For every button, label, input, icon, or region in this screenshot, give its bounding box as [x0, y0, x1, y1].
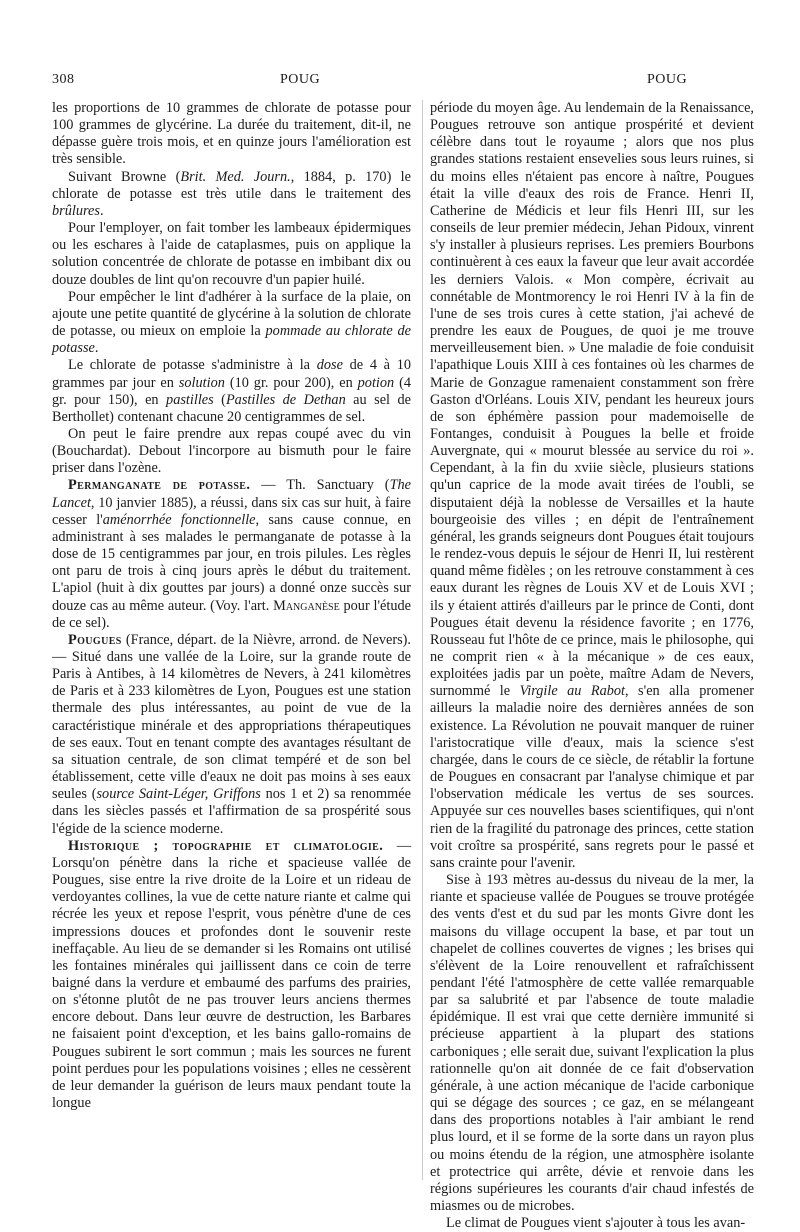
headword: Historique ; topographie et climatologie.: [68, 837, 384, 854]
small-caps-text: Manganèse: [273, 597, 340, 614]
italic-text: Brit. Med. Journ.: [180, 168, 291, 185]
paragraph: Le chlorate de potasse s'administre à la dose de 4 à 10 grammes par jour en solution (10 gr. pour 200), en potion (4 gr. pour 150), en pastilles (Pastilles de Dethan au sel de Berthollet) contenant chacune 20 centigrammes de sel.: [52, 357, 412, 425]
paragraph: Suivant Browne (Brit. Med. Journ., 1884, p. 170) le chlorate de potasse est très utile dans le traitement des brûlures.: [52, 168, 411, 219]
page-number: 308: [52, 72, 75, 87]
italic-text: Virgile au Rabot: [519, 683, 626, 700]
italic-text: Pastilles de Dethan: [225, 391, 346, 408]
italic-text: source Saint-Léger, Griffons: [96, 786, 261, 803]
column-divider: [422, 100, 423, 1180]
italic-text: pommade au chlorate de potasse: [52, 323, 411, 357]
italic-text: solution: [178, 374, 225, 391]
right-running-head: POUG: [647, 72, 688, 87]
paragraph: Le climat de Pougues vient s'ajouter à tous les avan-: [446, 1215, 746, 1232]
paragraph: Pour empêcher le lint d'adhérer à la surface de la plaie, on ajoute une petite quantité de glycérine à la solution de chlorate de potasse, ou mieux on emploie la pommade au chlorate de potasse.: [52, 288, 411, 357]
left-column: [52, 100, 411, 1112]
italic-text: potion: [357, 374, 395, 391]
paragraph: Pougues (France, départ. de la Nièvre, arrond. de Nevers). — Situé dans une vallée de la Loire, sur la grande route de Paris à Antibes, à 14 kilomètres de Nevers, à 241 kilomètres de Paris et à 233 kilomètres de Lyon, Pougues est une station thermale des plus intéressantes, au point de vue de la caractéristique minérale et des appropriations thérapeutiques de ses eaux. Tout en tenant compte des avantages résultant de sa situation centrale, de son climat tempéré et de son bel établissement, cette ville d'eaux ne doit pas moins à ses eaux seules (source Saint-Léger, Griffons nos 1 et 2) sa renommée dans les siècles passés et l'affirmation de sa prospérité sous l'égide de la science moderne.: [52, 631, 411, 837]
paragraph: Sise à 193 mètres au-dessus du niveau de la mer, la riante et spacieuse vallée de Pougues se trouve protégée des vents d'est et du sud par les monts Givre dont les maisons du village occupent la base, et par tout un chapelet de collines couvertes de vignes ; les brises qui s'élèvent de la Loire renouvellent et rafraîchissent pendant l'été l'atmosphère de cette vallée remarquable par sa salubrité et par l'absence de toute maladie épidémique. Il est vrai que cette dernière immunité si précieuse appartient à la plupart des stations carboniques ; elle serait due, suivant l'explication la plus rationnelle qu'on ait donnée de ce fait d'observation générale, à une action mécanique de l'acide carbonique qui se dégage des sources ; ce gaz, en se mélangeant dans des proportions notables à l'air ambiant le rend plus lourd, et il se forme de la sorte dans un rayon plus ou moins étendu de la région, une atmosphère isolante et protectrice qui arrête, dévie et renvoie dans les régions supérieures les courants d'air chaud infestés de miasmes ou de microbes.: [430, 872, 754, 1214]
italic-text: aménorrhée fonctionnelle: [102, 511, 256, 528]
paragraph: Pour l'employer, on fait tomber les lambeaux épidermiques ou les eschares à l'aide de cataplasmes, puis on applique la solution concentrée de chlorate de potasse en imbibant dix ou douze doubles de lint qu'on recouvre d'un papier huilé.: [52, 220, 411, 288]
left-running-head: POUG: [280, 72, 321, 87]
headword: Permanganate de potasse.: [68, 477, 251, 494]
paragraph: Historique ; topographie et climatologie. — Lorsqu'on pénètre dans la riche et spacieuse vallée de Pougues, sise entre la rive droite de la Loire et un rideau de verdoyantes collines, la vue de cette nature riante et calme qui récrée les yeux et repose l'esprit, vous pénètre d'une de ces impressions douces et profondes dont le souvenir reste ineffaçable. Au lieu de se demander si les Romains ont utilisé les fontaines minérales qui jaillissent dans ce coin de terre baigné dans la verdure et embaumé des parfums des prairies, on s'étonne plutôt de ne pas trouver leurs anciens thermes encore debout. Dans leur œuvre de destruction, les Barbares ne faisaient point d'exception, et les bains gallo-romains de Pougues subirent le sort commun ; mais les sources ne furent point perdues pour les populations voisines ; elles ne cessèrent de leur demander la guérison de leurs maux pendant toute la longue: [52, 837, 411, 1112]
italic-text: dose: [316, 357, 343, 374]
right-column: [430, 100, 754, 1232]
paragraph: les proportions de 10 grammes de chlorate de potasse pour 100 grammes de glycérine. La durée du traitement, dit-il, ne dépasse guère trois mois, et en quinze jours l'amélioration est très sensible.: [52, 100, 411, 168]
paragraph: Permanganate de potasse. — Th. Sanctuary (The Lancet, 10 janvier 1885), a réussi, dans six cas sur huit, à faire cesser l'aménorrhée fonctionnelle, sans cause connue, en administrant à ses malades le permanganate de potasse à la dose de 15 centigrammes par jour, en trois pilules. Les règles ont paru de trois à cinq jours après le début du traitement. L'apiol (huit à dix gouttes par jours) a donné onze succès sur douze cas au même auteur. (Voy. l'art. Manganèse pour l'étude de ce sel).: [52, 477, 412, 631]
running-header: [52, 72, 754, 92]
italic-text: brûlures: [52, 202, 100, 219]
paragraph: On peut le faire prendre aux repas coupé avec du vin (Bouchardat). Debout l'incorpore au bismuth pour le faire priser dans l'ozène.: [52, 425, 411, 477]
italic-text: The Lancet: [52, 477, 412, 511]
paragraph: période du moyen âge. Au lendemain de la Renaissance, Pougues retrouve son antique prospérité et devient célèbre dans tout le royaume ; alors que nos plus grandes stations restaient ensevelies sous leurs ruines, si du moins elles n'étaient pas encore à naître, Pougues était la ville d'eaux des rois de France. Henri II, Catherine de Médicis et leur fils Henri III, sur les conseils de leur premier médecin, Jehan Pidoux, vinrent s'y installer à plusieurs reprises. Les premiers Bourbons continuèrent à ces eaux la faveur que leur avait accordée les derniers Valois. « Mon compère, écrivait au connétable de Montmorency le roi Henri IV à la fin de l'une de ses trois cures à cette station, j'ai achevé de prendre les eaux de Pougues, de quoi je me trouve merveilleusement bien. » Une maladie de foie conduisit l'apathique Louis XIII à ces fontaines où les charmes de Marie de Gonzague ramenaient constamment son frère Gaston d'Orléans. Louis XIV, pendant les heureux jours de son éphémère passion pour mademoiselle de Fontanges, conduisit à Pougues la belle et froide Auvergnate, qui « mourut blessée au service du roi ». Cependant, à la fin du xviie siècle, plusieurs stations qu'un caprice de la mode avait tirées de l'oubli, se disputaient déjà la noblesse de Versailles et la haute bourgeoisie des villes ; en dépit de l'entraînement général, les grands seigneurs dont Pougues était toujours le rendez-vous depuis le séjour de Henri II, lui restèrent quand même fidèles ; on les retrouve constamment à ces eaux durant les règnes de Louis XV et de Louis XVI ; ils y étaient attirés d'ailleurs par le prince de Conti, dont Pougues était devenu la résidence favorite ; en 1776, Rousseau fut l'hôte de ce prince, mais le philosophe, qui ne comprit rien « à la mécanique » de ces eaux, exploitées jadis par un poète, maître Adam de Nevers, surnommé le Virgile au Rabot, s'en alla promener ailleurs la maladie noire des dernières années de son existence. La Révolution ne pouvait manquer de ruiner l'aristocratique ville d'eaux, mais la science s'est chargée, dans le cours de ce siècle, de rétablir la fortune de Pougues en consacrant par l'analyse chimique et par l'observation médicale les vertus de ses sources. Appuyée sur ces nouvelles bases scientifiques, qui n'ont rien de la fragilité du patronage des princes, cette station voit croître sa prospérité, sans regrets pour le passé et sans crainte pour l'avenir.: [430, 100, 754, 871]
headword: Pougues: [68, 631, 122, 648]
italic-text: pastilles: [166, 391, 214, 408]
